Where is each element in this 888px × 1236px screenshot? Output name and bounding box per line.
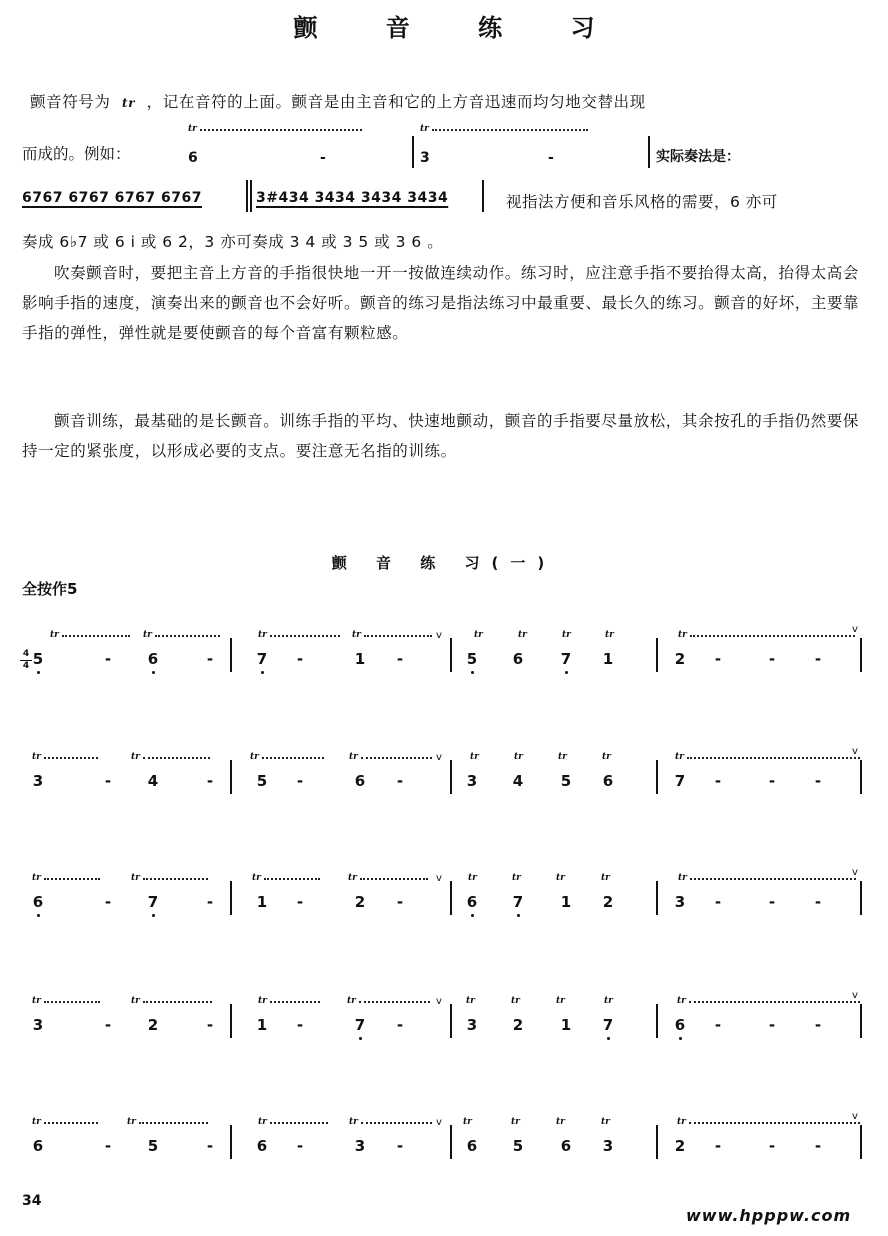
- sustain-dash: -: [814, 772, 822, 790]
- intro-line4: 奏成 6♭7 或 6 i 或 6 2̇，3 亦可奏成 3 4 或 3 5 或 3 6 。: [22, 233, 444, 251]
- note: 1: [256, 1016, 268, 1034]
- trill-mark: tr: [258, 1117, 267, 1127]
- barline: [230, 638, 232, 672]
- trill-mark: tr: [32, 752, 41, 762]
- barline: [656, 1004, 658, 1038]
- sustain-dash: -: [206, 1137, 214, 1155]
- intro-line2: 而成的。例如：: [22, 145, 131, 163]
- trill-wave: [689, 1122, 860, 1128]
- breath-mark: v: [436, 873, 442, 884]
- note: 2: [354, 893, 366, 911]
- trill-symbol: tr: [122, 96, 136, 110]
- note: 1: [560, 893, 572, 911]
- breath-mark: v: [852, 1111, 858, 1122]
- trill-mark: tr: [470, 752, 479, 762]
- sustain-dash: -: [396, 1137, 404, 1155]
- sustain-dash: -: [714, 893, 722, 911]
- trill-wave: [364, 635, 432, 641]
- note: 2: [674, 1137, 686, 1155]
- breath-mark: v: [852, 990, 858, 1001]
- trill-mark: tr: [468, 873, 477, 883]
- trill-mark: tr: [601, 1117, 610, 1127]
- trill-mark: tr: [258, 996, 267, 1006]
- trill-wave: [690, 635, 855, 641]
- barline: [860, 1125, 862, 1159]
- barline: [230, 1004, 232, 1038]
- paragraph-training: 颤音训练，最基础的是长颤音。训练手指的平均、快速地颤动，颤音的手指要尽量放松，其余按孔的手指仍然要保持一定的紧张度，以形成必要的支点。要注意无名指的训练。: [22, 412, 860, 460]
- trill-wave: [44, 1122, 98, 1128]
- trill-mark: tr: [143, 630, 152, 640]
- low-octave-dot: [37, 671, 40, 674]
- intro-line3-tail: 视指法方便和音乐风格的需要，6 亦可: [506, 193, 778, 211]
- low-octave-dot: [679, 1037, 682, 1040]
- sustain-dash: -: [814, 1016, 822, 1034]
- note: 1: [354, 650, 366, 668]
- trill-mark: tr: [675, 752, 684, 762]
- sustain-dash: -: [206, 772, 214, 790]
- trill-wave: [143, 1001, 212, 1007]
- note: 6: [512, 650, 524, 668]
- trill-mark: tr: [562, 630, 571, 640]
- note: 3: [466, 772, 478, 790]
- sustain-dash: -: [714, 772, 722, 790]
- note: 6: [466, 1137, 478, 1155]
- note: 3: [354, 1137, 366, 1155]
- trill-mark: tr: [349, 752, 358, 762]
- barline: [450, 638, 452, 672]
- trill-wave: [687, 757, 860, 763]
- trill-mark: tr: [352, 630, 361, 640]
- trill-mark: tr: [605, 630, 614, 640]
- note: 5: [512, 1137, 524, 1155]
- trill-wave: [44, 878, 100, 884]
- note: 4: [147, 772, 159, 790]
- trill-mark: tr: [514, 752, 523, 762]
- barline: [230, 1125, 232, 1159]
- sustain-dash: -: [104, 1137, 112, 1155]
- note: 7: [560, 650, 572, 668]
- barline: [412, 136, 414, 168]
- note: 6: [256, 1137, 268, 1155]
- trill-mark: tr: [348, 873, 357, 883]
- note: 7: [147, 893, 159, 911]
- trill-mark: tr: [250, 752, 259, 762]
- breath-mark: v: [852, 867, 858, 878]
- note: 7: [512, 893, 524, 911]
- note: 5: [147, 1137, 159, 1155]
- trill-wave: [360, 878, 428, 884]
- sustain-dash: -: [814, 650, 822, 668]
- paragraph-technique: 吹奏颤音时，要把主音上方音的手指很快地一开一按做连续动作。练习时，应注意手指不要抬得太高，抬得太高会影响手指的速度，演奏出来的颤音也不会好听。颤音的练习是指法练习中最重要、最长久的练习。颤音的好坏，主要靠手指的弹性，弹性就是要使颤音的每个音富有颗粒感。: [22, 264, 860, 342]
- barline: [246, 180, 248, 212]
- low-octave-dot: [37, 914, 40, 917]
- trill-wave: [155, 635, 220, 641]
- note: 1: [602, 650, 614, 668]
- trill-mark: tr: [678, 630, 687, 640]
- note: 7: [354, 1016, 366, 1034]
- note: 6: [147, 650, 159, 668]
- watermark: www.hpppw.com: [686, 1206, 852, 1225]
- barline: [656, 760, 658, 794]
- trill-mark: tr: [556, 873, 565, 883]
- barline: [656, 1125, 658, 1159]
- note: 1: [560, 1016, 572, 1034]
- breath-mark: v: [436, 630, 442, 641]
- sustain-dash: -: [296, 1137, 304, 1155]
- intro-line1-a: 颤音符号为: [30, 93, 111, 111]
- barline: [450, 1125, 452, 1159]
- trill-mark: tr: [678, 873, 687, 883]
- trill-mark: tr: [127, 1117, 136, 1127]
- sustain-dash: -: [104, 650, 112, 668]
- trill-mark: tr: [131, 873, 140, 883]
- sustain-dash: -: [396, 772, 404, 790]
- trill-wave: [62, 635, 130, 641]
- breath-mark: v: [436, 996, 442, 1007]
- trill-mark: tr: [604, 996, 613, 1006]
- low-octave-dot: [152, 671, 155, 674]
- low-octave-dot: [517, 914, 520, 917]
- note: 3: [602, 1137, 614, 1155]
- barline: [860, 881, 862, 915]
- trill-mark: tr: [32, 1117, 41, 1127]
- tr-mark: tr: [420, 124, 429, 134]
- sustain-dash: -: [104, 772, 112, 790]
- actual-label: 实际奏法是：: [656, 149, 740, 165]
- example2-dash: -: [548, 150, 554, 166]
- sustain-dash: -: [296, 650, 304, 668]
- low-octave-dot: [471, 671, 474, 674]
- sustain-dash: -: [104, 1016, 112, 1034]
- low-octave-dot: [261, 671, 264, 674]
- trill-wave: [139, 1122, 208, 1128]
- trill-wave: [44, 757, 98, 763]
- note: 2: [147, 1016, 159, 1034]
- barline: [230, 881, 232, 915]
- time-signature-bottom: 4: [22, 661, 30, 671]
- barline: [450, 760, 452, 794]
- barline: [860, 760, 862, 794]
- sustain-dash: -: [768, 893, 776, 911]
- note: 6: [32, 1137, 44, 1155]
- trill-mark: tr: [518, 630, 527, 640]
- trill-mark: tr: [131, 996, 140, 1006]
- trill-mark: tr: [558, 752, 567, 762]
- trill-wave: [361, 1122, 432, 1128]
- page-title: 颤 音 练 习: [293, 14, 625, 42]
- note: 6: [466, 893, 478, 911]
- trill-mark: tr: [466, 996, 475, 1006]
- note: 6: [354, 772, 366, 790]
- trill-mark: tr: [511, 996, 520, 1006]
- trill-wave: [359, 1001, 430, 1007]
- sustain-dash: -: [814, 893, 822, 911]
- note: 5: [466, 650, 478, 668]
- trill-realization-6: 6767 6767 6767 6767: [22, 190, 202, 206]
- trill-wave: [264, 878, 320, 884]
- low-octave-dot: [607, 1037, 610, 1040]
- trill-mark: tr: [556, 996, 565, 1006]
- sustain-dash: -: [768, 1016, 776, 1034]
- example1-dash: -: [320, 150, 326, 166]
- trill-mark: tr: [347, 996, 356, 1006]
- low-octave-dot: [471, 914, 474, 917]
- trill-mark: tr: [349, 1117, 358, 1127]
- trill-wave: [262, 757, 324, 763]
- trill-mark: tr: [32, 873, 41, 883]
- note: 6: [32, 893, 44, 911]
- trill-mark: tr: [511, 1117, 520, 1127]
- sustain-dash: -: [714, 1016, 722, 1034]
- trill-wave: [44, 1001, 100, 1007]
- sustain-dash: -: [714, 1137, 722, 1155]
- barline: [250, 180, 252, 212]
- barline: [450, 1004, 452, 1038]
- fingering-label: 全按作5: [22, 580, 78, 598]
- breath-mark: v: [436, 1117, 442, 1128]
- sustain-dash: -: [104, 893, 112, 911]
- sustain-dash: -: [714, 650, 722, 668]
- exercise-title: 颤 音 练 习(一): [331, 554, 557, 572]
- note: 7: [674, 772, 686, 790]
- trill-mark: tr: [677, 996, 686, 1006]
- trill-mark: tr: [677, 1117, 686, 1127]
- note: 4: [512, 772, 524, 790]
- trill-realization-3: 3#434 3434 3434 3434: [256, 190, 449, 206]
- sustain-dash: -: [206, 1016, 214, 1034]
- example1-note: 6: [188, 150, 198, 166]
- note: 3: [674, 893, 686, 911]
- note: 3: [32, 1016, 44, 1034]
- note: 3: [32, 772, 44, 790]
- breath-mark: v: [852, 624, 858, 635]
- sustain-dash: -: [296, 893, 304, 911]
- low-octave-dot: [565, 671, 568, 674]
- sustain-dash: -: [814, 1137, 822, 1155]
- trill-mark: tr: [258, 630, 267, 640]
- barline: [450, 881, 452, 915]
- low-octave-dot: [152, 914, 155, 917]
- note: 5: [560, 772, 572, 790]
- sustain-dash: -: [396, 650, 404, 668]
- intro-line1-b: ，记在音符的上面。颤音是由主音和它的上方音迅速而均匀地交替出现: [146, 93, 646, 111]
- note: 3: [466, 1016, 478, 1034]
- example2-note: 3: [420, 150, 430, 166]
- trill-wave: [143, 757, 210, 763]
- note: 7: [602, 1016, 614, 1034]
- trill-mark: tr: [601, 873, 610, 883]
- note: 5: [256, 772, 268, 790]
- sustain-dash: -: [768, 1137, 776, 1155]
- trill-wave: [143, 878, 208, 884]
- sustain-dash: -: [206, 893, 214, 911]
- sustain-dash: -: [396, 893, 404, 911]
- trill-mark: tr: [463, 1117, 472, 1127]
- trill-wave: [690, 878, 856, 884]
- page-number: 34: [22, 1193, 42, 1209]
- note: 6: [602, 772, 614, 790]
- sustain-dash: -: [206, 650, 214, 668]
- note: 6: [560, 1137, 572, 1155]
- note: 5: [32, 650, 44, 668]
- trill-mark: tr: [131, 752, 140, 762]
- trill-mark: tr: [512, 873, 521, 883]
- trill-mark: tr: [474, 630, 483, 640]
- trill-mark: tr: [50, 630, 59, 640]
- sustain-dash: -: [396, 1016, 404, 1034]
- trill-wave: [200, 129, 362, 135]
- low-octave-dot: [359, 1037, 362, 1040]
- sustain-dash: -: [768, 650, 776, 668]
- note: 1: [256, 893, 268, 911]
- barline: [230, 760, 232, 794]
- barline: [482, 180, 484, 212]
- time-signature-top: 4: [22, 649, 30, 659]
- trill-wave: [689, 1001, 860, 1007]
- note: 7: [256, 650, 268, 668]
- breath-mark: v: [852, 746, 858, 757]
- note: 6: [674, 1016, 686, 1034]
- barline: [860, 638, 862, 672]
- trill-wave: [270, 1122, 328, 1128]
- barline: [656, 638, 658, 672]
- trill-wave: [270, 635, 340, 641]
- note: 2: [674, 650, 686, 668]
- barline: [860, 1004, 862, 1038]
- tr-mark: tr: [188, 124, 197, 134]
- breath-mark: v: [436, 752, 442, 763]
- trill-mark: tr: [32, 996, 41, 1006]
- trill-wave: [361, 757, 432, 763]
- sustain-dash: -: [296, 1016, 304, 1034]
- sustain-dash: -: [768, 772, 776, 790]
- trill-mark: tr: [602, 752, 611, 762]
- trill-wave: [432, 129, 588, 135]
- barline: [656, 881, 658, 915]
- sustain-dash: -: [296, 772, 304, 790]
- note: 2: [512, 1016, 524, 1034]
- trill-mark: tr: [556, 1117, 565, 1127]
- note: 2: [602, 893, 614, 911]
- trill-mark: tr: [252, 873, 261, 883]
- barline: [648, 136, 650, 168]
- trill-wave: [270, 1001, 320, 1007]
